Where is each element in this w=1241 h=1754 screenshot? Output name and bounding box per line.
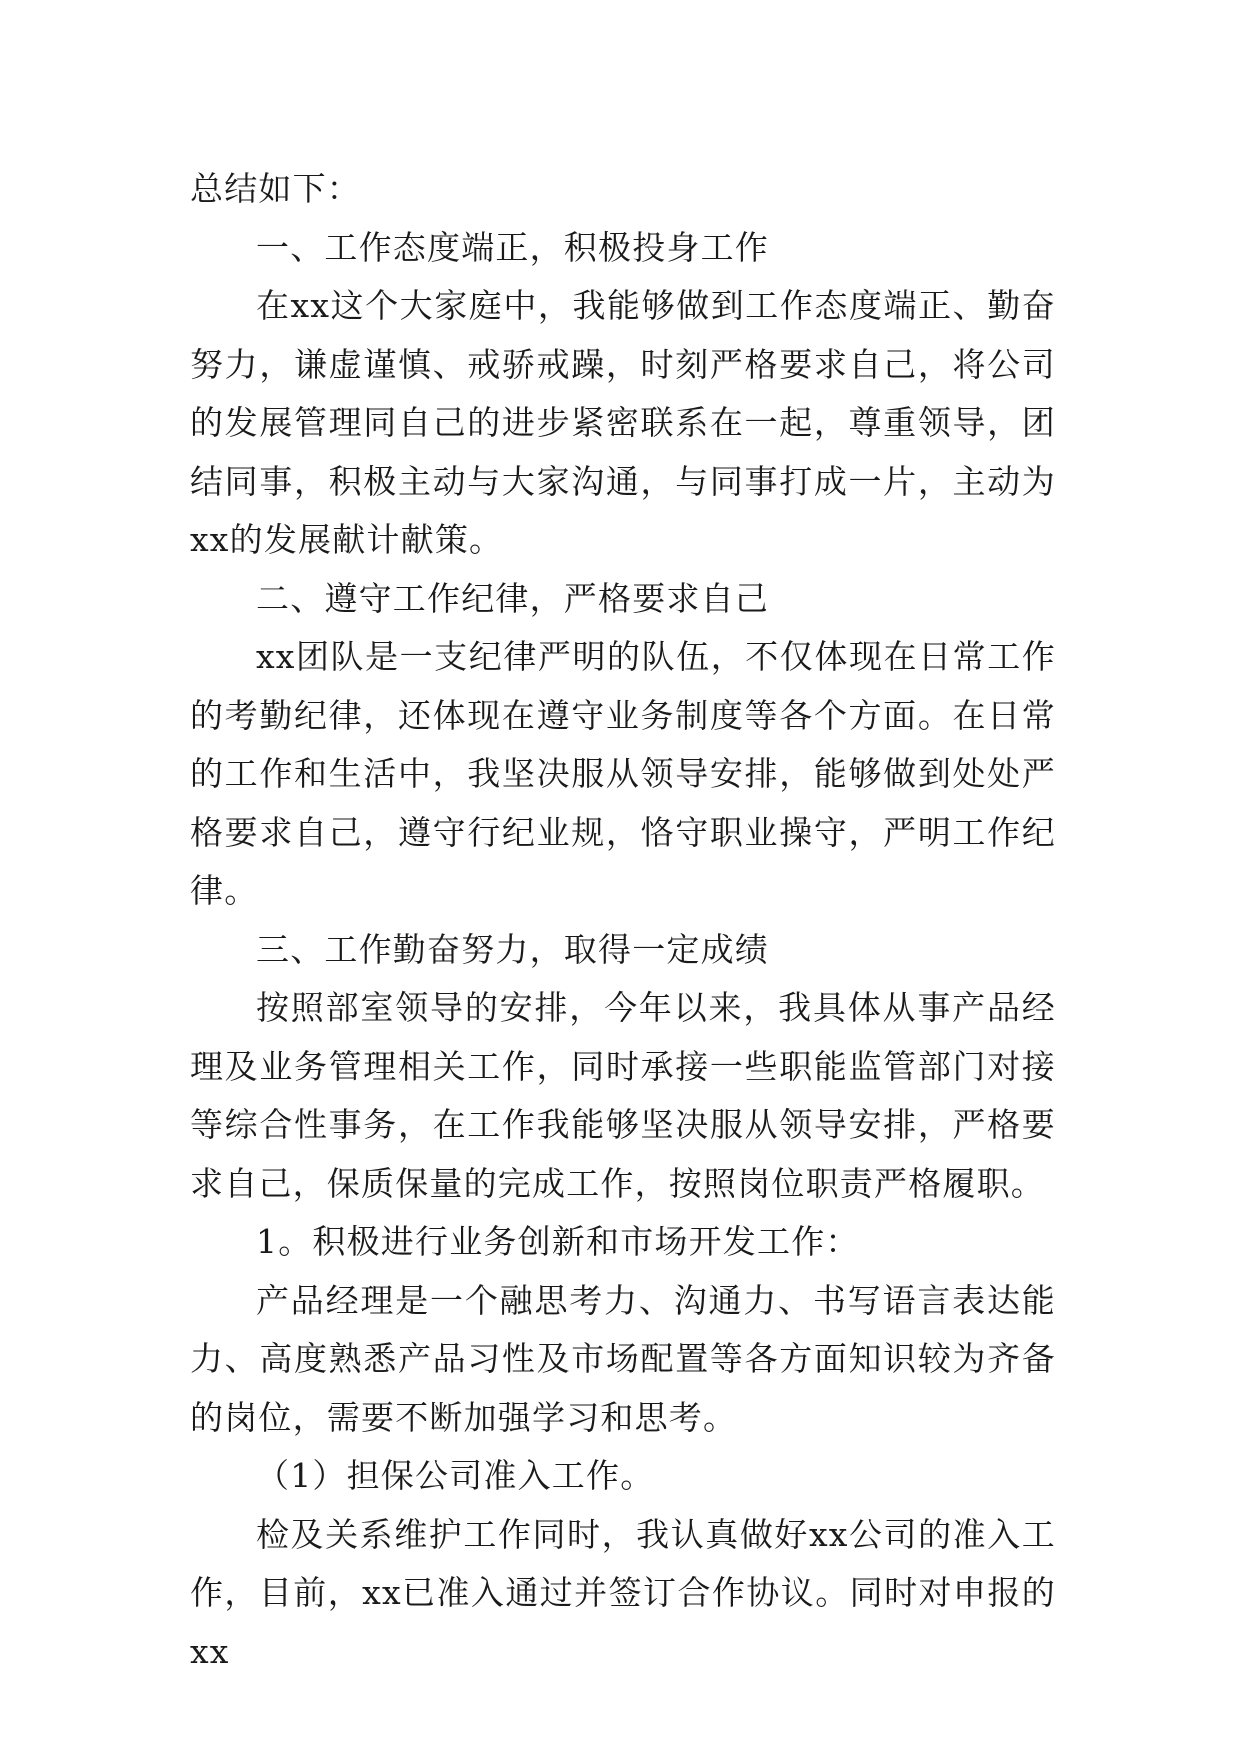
body-paragraph-3: 按照部室领导的安排，今年以来，我具体从事产品经理及业务管理相关工作，同时承接一些职能监管部门对接等综合性事务，在工作我能够坚决服从领导安排，严格要求自己，保质保量的完成工作，按照岗位职责严格履职。: [190, 988, 1056, 1203]
section-heading-3: 三、工作勤奋努力，取得一定成绩: [256, 929, 769, 969]
section-heading-2: 二、遵守工作纪律，严格要求自己: [256, 578, 769, 618]
subheading-1: 1。积极进行业务创新和市场开发工作：: [256, 1222, 860, 1261]
body-paragraph-2: xx团队是一支纪律严明的队伍，不仅体现在日常工作的考勤纪律，还体现在遵守业务制度等各个方面。在日常的工作和生活中，我坚决服从领导安排，能够做到处处严格要求自己，遵守行纪业规，恪守职业操守，严明工作纪律。: [190, 637, 1056, 910]
document-body: [190, 160, 1056, 1681]
body-paragraph-4: 产品经理是一个融思考力、沟通力、书写语言表达能力、高度熟悉产品习性及市场配置等各方面知识较为齐备的岗位，需要不断加强学习和思考。: [190, 1280, 1056, 1437]
intro-line: 总结如下：: [190, 169, 361, 208]
body-paragraph-1: 在xx这个大家庭中，我能够做到工作态度端正、勤奋努力，谦虚谨慎、戒骄戒躁，时刻严格要求自己，将公司的发展管理同自己的进步紧密联系在一起，尊重领导，团结同事，积极主动与大家沟通，与同事打成一片，主动为xx的发展献计献策。: [190, 286, 1056, 559]
body-paragraph-5: 检及关系维护工作同时，我认真做好xx公司的准入工作，目前，xx已准入通过并签订合作协议。同时对申报的xx: [190, 1514, 1056, 1671]
subheading-1-1: （1）担保公司准入工作。: [256, 1456, 655, 1495]
section-heading-1: 一、工作态度端正，积极投身工作: [256, 227, 769, 267]
